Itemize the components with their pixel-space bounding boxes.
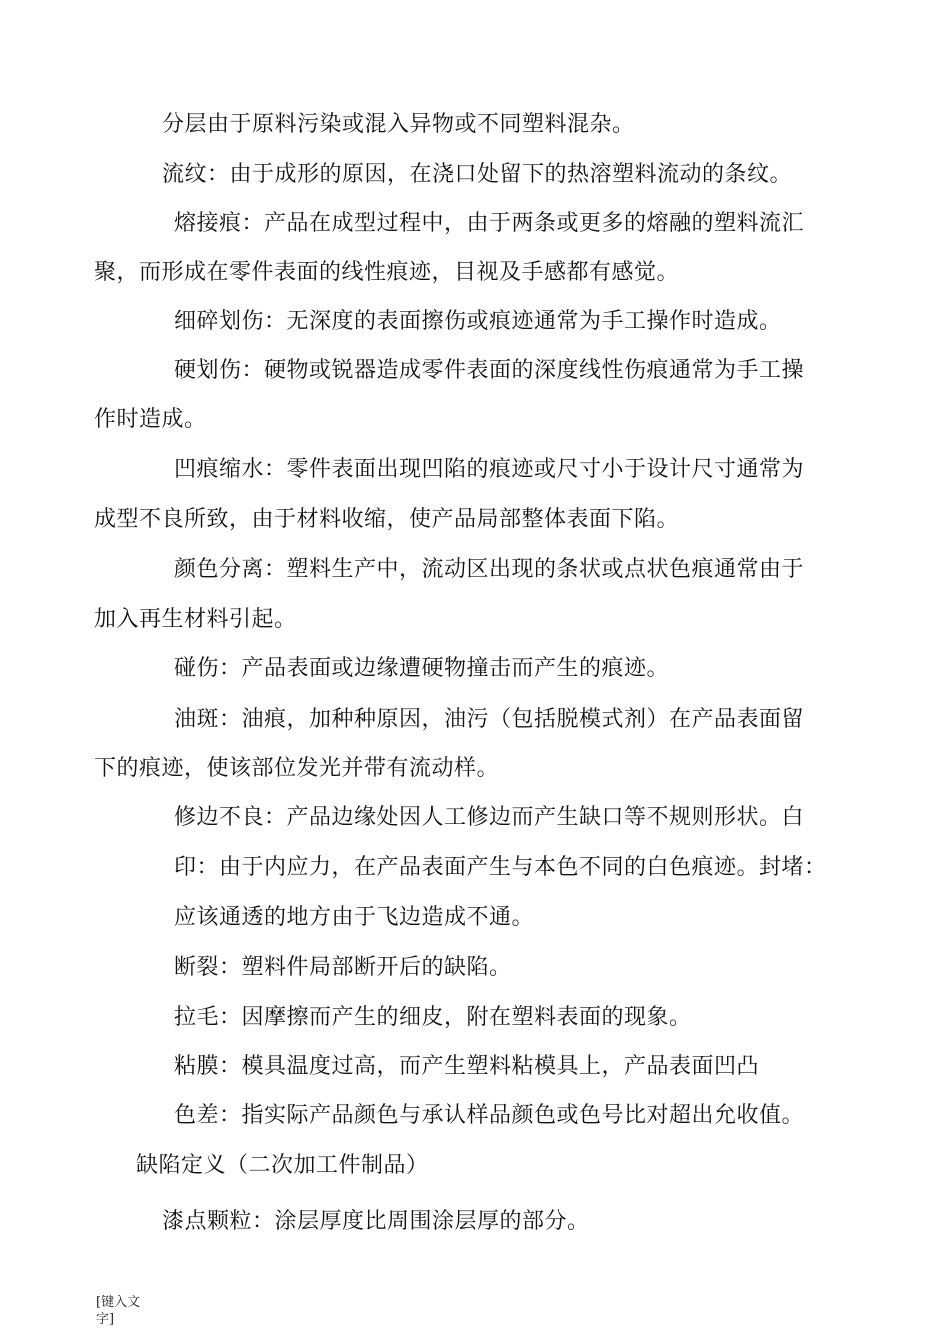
text-line: 下的痕迹，使该部位发光并带有流动样。 bbox=[94, 756, 500, 781]
text-line: 油斑：油痕，加种种原因，油污（包括脱模式剂）在产品表面留 bbox=[174, 707, 805, 732]
text-line: 硬划伤：硬物或锐器造成零件表面的深度线性伤痕通常为手工操 bbox=[174, 358, 805, 383]
footer-placeholder: [键入文字] bbox=[96, 1295, 141, 1327]
text-line: 印：由于内应力，在产品表面产生与本色不同的白色痕迹。封堵： bbox=[174, 855, 827, 880]
text-line: 熔接痕：产品在成型过程中，由于两条或更多的熔融的塑料流汇 bbox=[174, 211, 805, 236]
text-line: 应该通透的地方由于飞边造成不通。 bbox=[174, 905, 535, 930]
text-line: 作时造成。 bbox=[94, 407, 207, 432]
text-line: 细碎划伤：无深度的表面擦伤或痕迹通常为手工操作时造成。 bbox=[174, 309, 782, 334]
text-line: 漆点颗粒：涂层厚度比周围涂层厚的部分。 bbox=[162, 1209, 590, 1234]
text-line: 分层由于原料污染或混入异物或不同塑料混杂。 bbox=[162, 112, 635, 137]
text-line: 成型不良所致，由于材料收缩，使产品局部整体表面下陷。 bbox=[94, 507, 680, 532]
text-line: 拉毛：因摩擦而产生的细皮，附在塑料表面的现象。 bbox=[174, 1005, 692, 1030]
text-line: 断裂：塑料件局部断开后的缺陷。 bbox=[174, 955, 512, 980]
text-line: 修边不良：产品边缘处因人工修边而产生缺口等不规则形状。白 bbox=[174, 805, 805, 830]
text-line: 加入再生材料引起。 bbox=[94, 607, 297, 632]
text-line: 聚，而形成在零件表面的线性痕迹，目视及手感都有感觉。 bbox=[94, 260, 680, 285]
text-line: 凹痕缩水：零件表面出现凹陷的痕迹或尺寸小于设计尺寸通常为 bbox=[174, 457, 805, 482]
text-line: 色差：指实际产品颜色与承认样品颜色或色号比对超出允收值。 bbox=[174, 1103, 805, 1128]
text-line: 碰伤：产品表面或边缘遭硬物撞击而产生的痕迹。 bbox=[174, 656, 670, 681]
text-line: 颜色分离：塑料生产中，流动区出现的条状或点状色痕通常由于 bbox=[174, 557, 805, 582]
section-heading: 缺陷定义（二次加工件制品） bbox=[136, 1153, 429, 1178]
text-line: 粘膜：模具温度过高，而产生塑料粘模具上，产品表面凹凸 bbox=[174, 1054, 760, 1079]
text-line: 流纹：由于成形的原因，在浇口处留下的热溶塑料流动的条纹。 bbox=[162, 162, 793, 187]
